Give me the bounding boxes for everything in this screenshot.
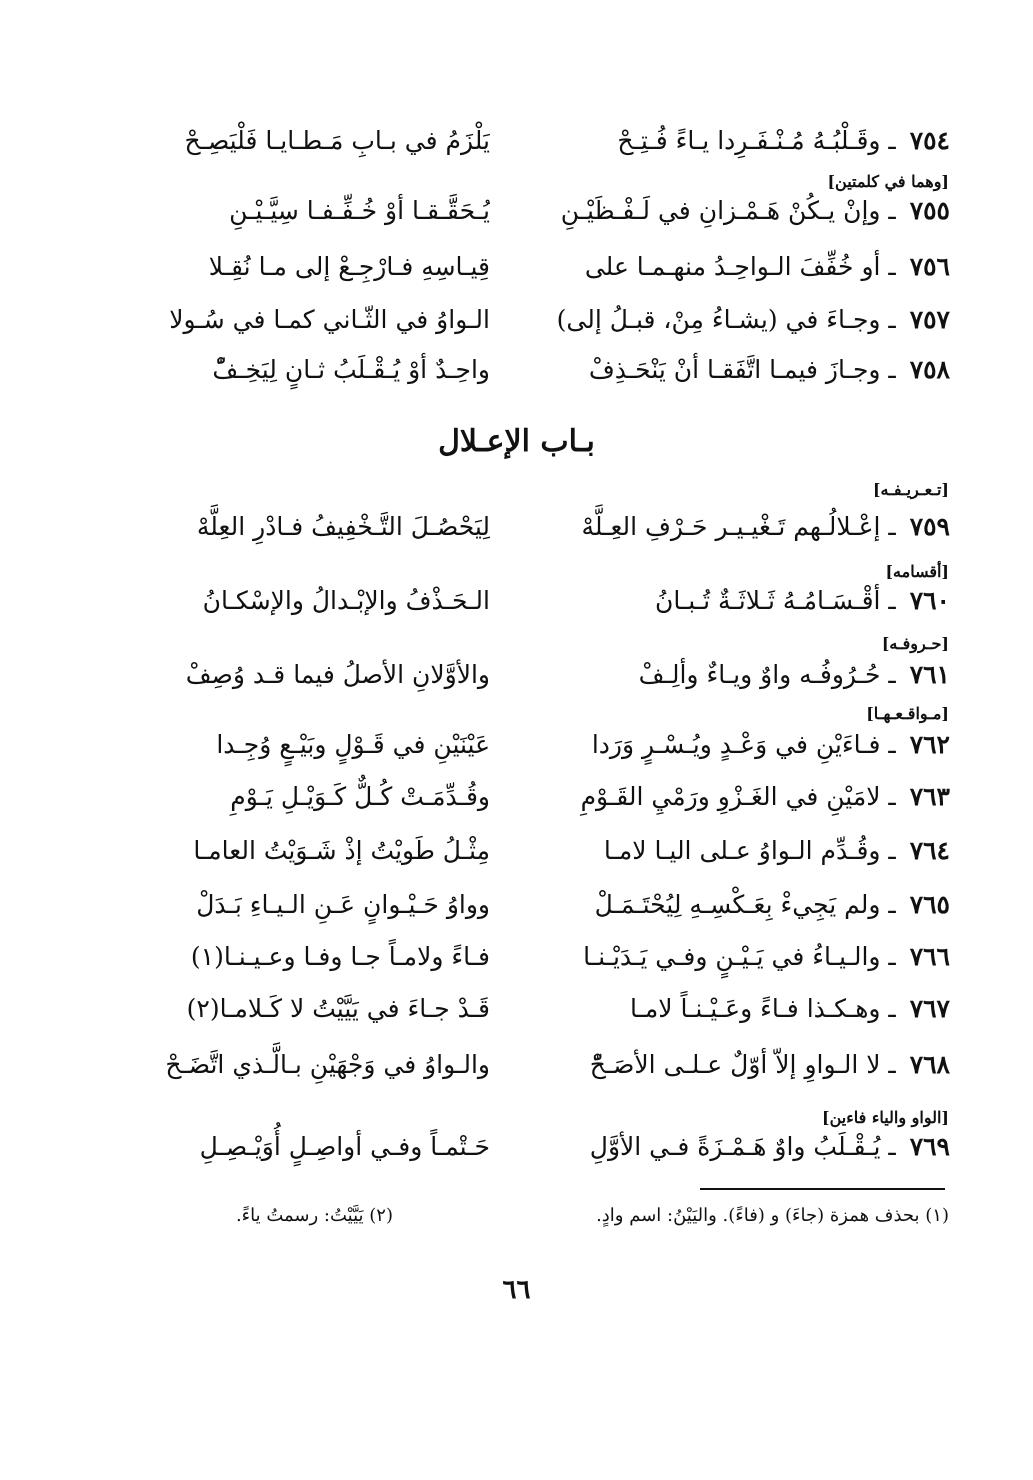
first-hemistich: ٧٦٣ ـ لامَيْنِ في الغَـزْوِ ورَمْيِ القَـوْمِ [580, 782, 950, 811]
hemistich-text: فـاءَيْنِ في وَعْـدٍ ويُـسْـرٍ وَرَدا [591, 730, 881, 759]
second-hemistich: الـواوُ في الثّـاني كمـا في سُـولا [169, 305, 490, 334]
verse-758 [150, 345, 950, 395]
verse-761 [150, 650, 950, 700]
verse-number: ٧٦٧ [909, 994, 950, 1023]
first-hemistich: ٧٥٩ ـ إعْـلالُـهم تَـغْيـيـر حَـرْفِ العِـلَّهْ [581, 512, 950, 541]
first-hemistich: ٧٦٧ ـ وهـكـذا فـاءً وعَـيْـنـاً لامـا [629, 994, 950, 1023]
hemistich-text: ولم يَجِيءْ بِعَـكْسِـهِ لِيُحْتَـمَـلْ [594, 890, 881, 919]
second-hemistich: مِثْـلُ طَويْتُ إذْ شَـوَيْتُ العامـا [193, 836, 490, 865]
verse-number: ٧٦٥ [909, 890, 950, 919]
verse-number: ٧٦٣ [909, 782, 950, 811]
first-hemistich: ٧٦٩ ـ يُـقْـلَبُ واوٌ هَـمْـزَةً فـي الأوَّلِ [589, 1132, 950, 1161]
verse-number: ٧٥٥ [909, 196, 950, 225]
hemistich-text: وجـازَ فيمـا اتَّفَقـا أنْ يَنْحَـذِفْ [588, 355, 881, 384]
verse-number: ٧٦٤ [909, 836, 950, 865]
page-number: ٦٦ [502, 1275, 531, 1305]
hemistich-text: وجـاءَ في (يشـاءُ مِنْ، قبـلُ إلى) [556, 305, 881, 334]
verse-number: ٧٥٩ [909, 512, 950, 541]
first-hemistich: ٧٦٨ ـ لا الـواوِ إلاّ أوّلٌ عـلـى الأصَـحّْ [589, 1050, 950, 1079]
second-hemistich: الـحَـذْفُ والإبْـدالُ والإسْكـانُ [202, 586, 490, 615]
hemistich-text: وهـكـذا فـاءً وعَـيْـنـاً لامـا [629, 994, 881, 1023]
hemistich-text: يُـقْـلَبُ واوٌ هَـمْـزَةً فـي الأوَّلِ [589, 1132, 881, 1161]
hemistich-text: والـيـاءُ في يَـيْـنٍ وفـي يَـدَيْـنـا [583, 942, 881, 971]
first-hemistich: ٧٥٧ ـ وجـاءَ في (يشـاءُ مِنْ، قبـلُ إلى) [556, 305, 950, 334]
second-hemistich: واحِـدٌ أوْ يُـقْـلَبُ ثـانٍ لِيَخِـفّْ [212, 355, 490, 384]
hemistich-text: لا الـواوِ إلاّ أوّلٌ عـلـى الأصَـحّْ [589, 1050, 881, 1079]
first-hemistich: ٧٥٥ ـ وإنْ يـكُنْ هَـمْـزانِ في لَـفْـظَيْـنِ [560, 196, 950, 225]
verse-number: ٧٦٠ [909, 586, 950, 615]
hemistich-text: أو خُفِّفَ الـواحِـدُ منهـمـا على [584, 252, 881, 281]
verse-760 [150, 576, 950, 626]
verse-768 [150, 1040, 950, 1090]
verse-number: ٧٦٨ [909, 1050, 950, 1079]
first-hemistich: ٧٦٠ ـ أقْـسَـامُـهُ ثَـلاثَـةٌ تُـبـانُ [654, 586, 950, 615]
verse-762 [150, 720, 950, 770]
second-hemistich: عَيْنَيْنِ في قَـوْلٍ وبَيْـعٍ وُجِـدا [216, 730, 490, 759]
second-hemistich: فـاءً ولامـاً جـا وفـا وعـيـنـا(١) [190, 942, 490, 971]
first-hemistich: ٧٥٤ ـ وقَـلْبُـهُ مُـنْـفَـرِدا يـاءً فُـتِـحْ [617, 126, 950, 155]
second-hemistich: يُـحَقَّـقـا أوْ خُـفِّـفـا سِيَّـيْـنِ [229, 196, 490, 225]
second-hemistich: والأوَّلانِ الأصلُ فيما قـد وُصِفْ [185, 660, 490, 689]
second-hemistich: وواوُ حَـيْـوانٍ عَـنِ الـيـاءِ بَـدَلْ [196, 890, 490, 919]
footnote-1: (١) بحذف همزة (جاءَ) و (فاءً). واليَيْنُ: اسم وادٍ. [596, 1205, 949, 1226]
verse-number: ٧٦٦ [909, 942, 950, 971]
hemistich-text: وقُـدِّم الـواوُ عـلى اليـا لامـا [603, 836, 881, 865]
second-hemistich: يَلْزَمُ في بـابِ مَـطـايـا فَلْيَصِـحْ [184, 126, 490, 155]
first-hemistich: ٧٦٢ ـ فـاءَيْنِ في وَعْـدٍ ويُـسْـرٍ وَرَدا [591, 730, 950, 759]
hemistich-text: وإنْ يـكُنْ هَـمْـزانِ في لَـفْـظَيْـنِ [560, 196, 881, 225]
verse-number: ٧٦٢ [909, 730, 950, 759]
hemistich-text: لامَيْنِ في الغَـزْوِ ورَمْيِ القَـوْمِ [580, 782, 881, 811]
verse-755 [150, 186, 950, 236]
annotation-definition: [تـعـريـفـه] [872, 480, 949, 499]
annotation-two-words: [وهما في كلمتين] [827, 172, 949, 191]
first-hemistich: ٧٦٤ ـ وقُـدِّم الـواوُ عـلى اليـا لامـا [603, 836, 950, 865]
hemistich-text: حُـرُوفُـه واوٌ ويـاءٌ وألِـفْ [638, 660, 881, 689]
verse-767 [150, 984, 950, 1034]
annotation-waw-ya: [الواو والياء فاءين] [822, 1108, 949, 1127]
first-hemistich: ٧٦٥ ـ ولم يَجِيءْ بِعَـكْسِـهِ لِيُحْتَـمَـلْ [594, 890, 950, 919]
first-hemistich: ٧٥٨ ـ وجـازَ فيمـا اتَّفَقـا أنْ يَنْحَـذِفْ [588, 355, 950, 384]
hemistich-text: إعْـلالُـهم تَـغْيـيـر حَـرْفِ العِـلَّهْ [581, 512, 881, 541]
second-hemistich: قَـدْ جـاءَ في يَيَّيْتُ لا كَـلامـا(٢) [186, 994, 490, 1023]
second-hemistich: لِيَحْصُـلَ التَّـخْفِيفُ فـادْرِ العِلَّهْ [196, 512, 490, 541]
footnote-2: (٢) يَيَّيْتُ: رسمتُ ياءً. [235, 1205, 393, 1226]
verse-number: ٧٦٩ [909, 1132, 950, 1161]
verse-number: ٧٥٦ [909, 252, 950, 281]
verse-number: ٧٥٤ [909, 126, 950, 155]
verse-756 [150, 242, 950, 292]
section-title: بـاب الإعـلال [438, 424, 595, 459]
second-hemistich: حَـتْمـاً وفـي أواصِـلٍ أُوَيْـصِـلِ [199, 1132, 490, 1161]
first-hemistich: ٧٥٦ ـ أو خُفِّفَ الـواحِـدُ منهـمـا على [584, 252, 950, 281]
annotation-letters: [حـروفـه] [881, 634, 949, 653]
first-hemistich: ٧٦٦ ـ والـيـاءُ في يَـيْـنٍ وفـي يَـدَيْـنـا [583, 942, 950, 971]
verse-759 [150, 502, 950, 552]
second-hemistich: قِيـاسِهِ فـارْجِـعْ إلى مـا نُقِـلا [208, 252, 490, 281]
hemistich-text: أقْـسَـامُـهُ ثَـلاثَـةٌ تُـبـانُ [654, 586, 881, 615]
verse-number: ٧٥٨ [909, 355, 950, 384]
second-hemistich: والـواوُ في وَجْهَيْنِ بـالَّـذي اتَّضَـحْ [165, 1050, 490, 1079]
verse-754 [150, 116, 950, 166]
verse-number: ٧٦١ [909, 660, 950, 689]
hemistich-text: وقَـلْبُـهُ مُـنْـفَـرِدا يـاءً فُـتِـحْ [617, 126, 881, 155]
first-hemistich: ٧٦١ ـ حُـرُوفُـه واوٌ ويـاءٌ وألِـفْ [638, 660, 950, 689]
verse-763 [150, 772, 950, 822]
second-hemistich: وقُـدِّمَـتْ كُـلٌّ كَـوَيْـلِ يَـوْمِ [230, 782, 490, 811]
verse-766 [150, 932, 950, 982]
annotation-divisions: [أقسامه] [885, 562, 949, 581]
footnote-rule [700, 1188, 945, 1190]
verse-757 [150, 295, 950, 345]
verse-764 [150, 826, 950, 876]
verse-number: ٧٥٧ [909, 305, 950, 334]
annotation-positions: [مـواقـعـهـا] [866, 704, 949, 723]
verse-769 [150, 1122, 950, 1172]
verse-765 [150, 880, 950, 930]
